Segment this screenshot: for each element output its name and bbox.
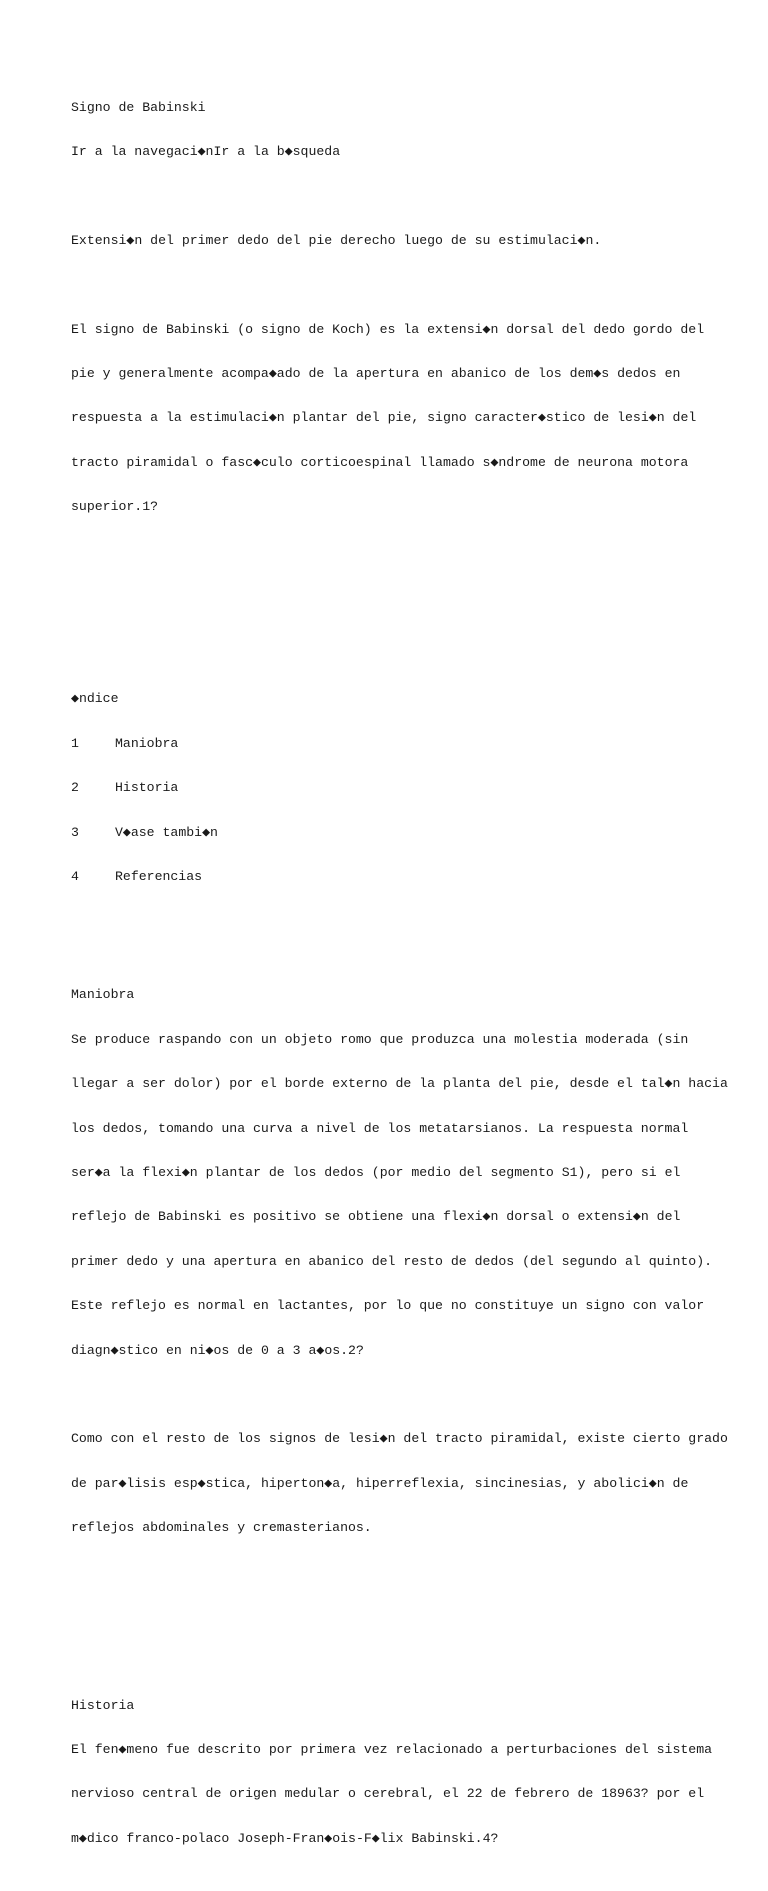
paragraph-line: Este reflejo es normal en lactantes, por lo que no constituye un signo con valor [71,1298,705,1314]
intro-line: respuesta a la estimulaci◆n plantar del pie, signo caracter◆stico de lesi◆n del [71,410,697,426]
paragraph-line: reflejo de Babinski es positivo se obtiene una flexi◆n dorsal o extensi◆n del [71,1209,681,1225]
toc-label[interactable]: Maniobra [115,735,179,751]
paragraph-line: m◆dico franco-polaco Joseph-Fran◆ois-F◆lix Babinski.4? [71,1830,499,1846]
toc-item[interactable] [71,781,711,796]
paragraph-line: diagn◆stico en ni◆os de 0 a 3 a◆os.2? [71,1342,364,1358]
document-body [71,71,728,1891]
nav-links[interactable]: Ir a la navegaci◆nIr a la b◆squeda [71,143,341,159]
spacer [71,1610,711,1625]
section-heading: Historia [71,1697,135,1713]
paragraph-line: El fen◆meno fue descrito por primera vez relacionado a perturbaciones del sistema [71,1742,713,1758]
toc-heading: ◆ndice [71,691,119,707]
paragraph-line: ser◆a la flexi◆n plantar de los dedos (por medio del segmento S1), pero si el [71,1164,681,1180]
toc-label[interactable]: Historia [115,780,179,796]
table-of-contents [71,663,711,915]
intro-line: El signo de Babinski (o signo de Koch) es la extensi◆n dorsal del dedo gordo del [71,321,705,337]
paragraph-line: reflejos abdominales y cremasterianos. [71,1520,372,1536]
intro-line: superior.1? [71,499,159,515]
toc-item[interactable] [71,826,711,841]
paragraph-line: llegar a ser dolor) por el borde externo de la planta del pie, desde el tal◆n hacia [71,1076,728,1092]
toc-item[interactable] [71,870,711,885]
spacer [71,189,711,204]
spacer [71,1388,711,1403]
toc-label[interactable]: Referencias [115,869,203,885]
toc-number: 2 [71,780,79,796]
image-caption: Extensi◆n del primer dedo del pie derecho luego de su estimulaci◆n. [71,232,602,248]
intro-paragraph [71,293,711,545]
paragraph-line: primer dedo y una apertura en abanico del resto de dedos (del segundo al quinto). [71,1253,713,1269]
intro-line: pie y generalmente acompa◆ado de la apertura en abanico de los dem◆s dedos en [71,365,681,381]
paragraph-line: de par◆lisis esp◆stica, hiperton◆a, hiperreflexia, sincinesias, y abolici◆n de [71,1475,689,1491]
toc-number: 1 [71,735,79,751]
section-heading: Maniobra [71,987,135,1003]
section-historia [71,1669,711,1876]
intro-line: tracto piramidal o fasc◆culo corticoespinal llamado s◆ndrome de neurona motora [71,454,689,470]
page-title: Signo de Babinski [71,99,206,115]
paragraph-line: Se produce raspando con un objeto romo que produzca una molestia moderada (sin [71,1031,689,1047]
paragraph-line: Como con el resto de los signos de lesi◆n del tracto piramidal, existe cierto grado [71,1431,728,1447]
paragraph-line: los dedos, tomando una curva a nivel de los metatarsianos. La respuesta normal [71,1120,689,1136]
toc-number: 3 [71,824,79,840]
toc-item[interactable] [71,737,711,752]
toc-label[interactable]: V◆ase tambi◆n [115,824,218,840]
paragraph-line: nervioso central de origen medular o cerebral, el 22 de febrero de 18963? por el [71,1786,705,1802]
spacer [71,589,711,619]
toc-number: 4 [71,869,79,885]
section-maniobra [71,959,728,1566]
